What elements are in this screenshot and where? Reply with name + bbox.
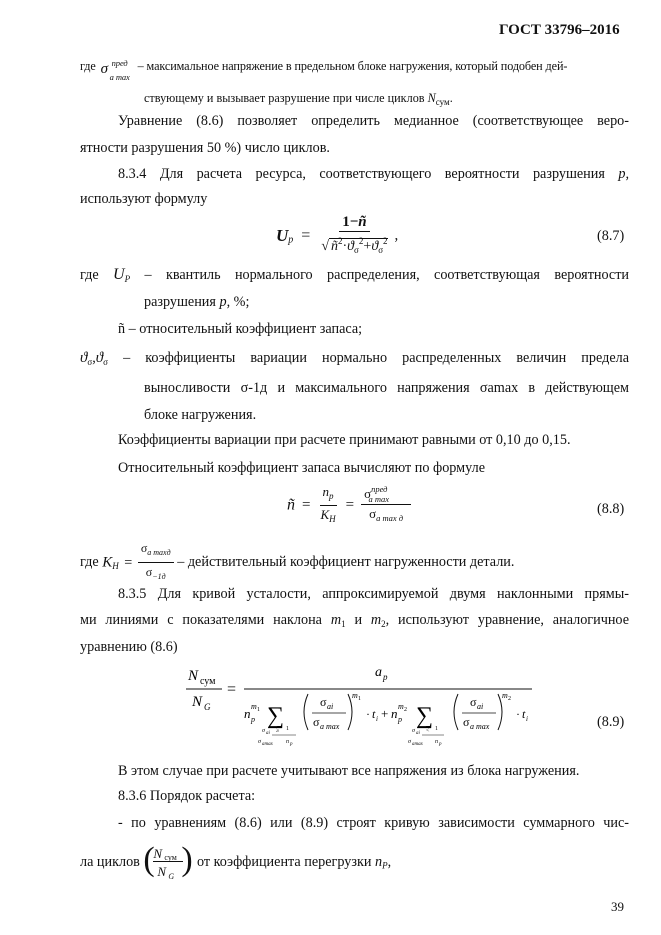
paragraph-8-6-line-1: Уравнение (8.6) позволяет определить медианное (соответствующее веро-: [118, 113, 629, 129]
all-stress-line: В этом случае при расчете учитывают все напряжения из блока нагружения.: [118, 763, 580, 779]
svg-text:amax: amax: [262, 742, 273, 747]
section-8-3-6: 8.3.6 Порядок расчета:: [118, 788, 256, 804]
svg-text:i: i: [526, 715, 528, 723]
svg-text:p: p: [383, 672, 388, 682]
svg-text:m: m: [251, 702, 257, 711]
coefficients-line: Коэффициенты вариации при расчете принимают равными от 0,10 до 0,15.: [118, 432, 571, 448]
equation-8-8: ñ = $\frac{n_p}{K_H}$ = $\frac{\sigma^{пред}_{a max}}{\sigma_{a max д}}$: [287, 484, 411, 527]
svg-text:ai: ai: [266, 731, 270, 736]
kh-definition: где $K_H$ = $\frac{\sigma_{a maxд}}{\sigma_{-1д}}$ – действительный коэффициент нагруженности детали.: [80, 541, 515, 581]
svg-text:ai: ai: [327, 702, 334, 711]
svg-text:p: p: [439, 742, 442, 747]
document-header: ГОСТ 33796–2016: [499, 22, 620, 38]
section-8-3-4-line-2: используют формулу: [80, 191, 208, 207]
svg-text:N: N: [188, 668, 199, 684]
svg-text:t: t: [372, 707, 376, 721]
svg-text:n: n: [391, 706, 398, 721]
svg-text:≥: ≥: [276, 728, 280, 734]
svg-text:p: p: [251, 715, 255, 724]
svg-text:σ: σ: [258, 739, 261, 745]
where-line-1: где σ пред a max – максимальное напряжение в предельном блоке нагружения, который подобен дей-: [80, 58, 568, 83]
svg-text:1: 1: [358, 696, 361, 702]
svg-text:m: m: [352, 691, 358, 700]
page-number: 39: [611, 899, 624, 914]
svg-text:1: 1: [435, 726, 438, 732]
svg-text:a: a: [375, 665, 382, 680]
bullet-1-line-2: ла циклов ( N сум N G ) от коэффициента перегрузки $n_P$,: [80, 841, 392, 881]
svg-text:сум: сум: [200, 676, 216, 687]
svg-text:=: =: [227, 681, 237, 698]
svg-text:σ: σ: [262, 728, 265, 734]
svg-text:σ: σ: [470, 695, 477, 709]
svg-text:n: n: [435, 739, 438, 745]
svg-text:·: ·: [366, 707, 370, 721]
svg-text:1: 1: [286, 726, 289, 732]
equation-8-8-number: (8.8): [597, 501, 625, 517]
svg-text:G: G: [204, 702, 211, 712]
svg-text:ai: ai: [416, 731, 420, 736]
svg-text:p: p: [398, 715, 402, 724]
where-theta-line: $ϑ_\sigma,ϑ_\sigma$ – коэффициенты вариации нормально распределенных величин предела: [80, 350, 630, 367]
svg-text:n: n: [244, 706, 251, 721]
section-8-3-4-line-1: 8.3.4 Для расчета ресурса, соответствующего вероятности разрушения p,: [118, 166, 629, 182]
svg-text:a max: a max: [320, 722, 340, 731]
svg-text:m: m: [502, 691, 508, 700]
svg-text:m: m: [398, 702, 404, 711]
where-up-cont: разрушения p, %;: [144, 294, 250, 310]
svg-text:1: 1: [257, 707, 260, 713]
svg-text:σ: σ: [313, 715, 320, 729]
svg-text:i: i: [376, 715, 378, 723]
svg-text:σ: σ: [408, 739, 411, 745]
svg-text:+: +: [381, 706, 389, 721]
section-8-3-5-line-1: 8.3.5 Для кривой усталости, аппроксимируемой двумя наклонными прямы-: [118, 586, 629, 602]
svg-text:n: n: [286, 739, 289, 745]
where-line-1-cont: ствующему и вызывает разрушение при числе циклов $N_{сум}$.: [144, 91, 453, 107]
equation-8-9: [180, 660, 540, 756]
svg-text:N: N: [192, 694, 203, 710]
where-n-line: ñ – относительный коэффициент запаса;: [118, 321, 363, 337]
svg-text:∑: ∑: [267, 703, 285, 729]
svg-text:ai: ai: [477, 702, 484, 711]
svg-text:σ: σ: [412, 728, 415, 734]
equation-8-7: $U_p$ = $\frac{1-ñ}{√ ñ^2\cdot ϑ_\sigma^2+ϑ_\sigma^2}$ ,: [276, 214, 399, 255]
svg-text:∑: ∑: [416, 703, 434, 729]
svg-text:·: ·: [516, 707, 520, 721]
svg-text:σ: σ: [320, 695, 327, 709]
section-8-3-5-line-3: уравнению (8.6): [80, 639, 178, 655]
svg-text:2: 2: [404, 707, 407, 713]
bullet-1-line-1: - по уравнениям (8.6) или (8.9) строят кривую зависимости суммарного чис-: [118, 815, 629, 831]
where-theta-cont-2: блоке нагружения.: [144, 407, 257, 423]
where-theta-cont-1: выносливости σ-1д и максимального напряжения σamax в действующем: [144, 380, 629, 396]
equation-8-9-number: (8.9): [597, 714, 625, 730]
svg-text:<: <: [426, 728, 430, 734]
relative-coef-line: Относительный коэффициент запаса вычисляют по формуле: [118, 460, 486, 476]
svg-text:amax: amax: [412, 742, 423, 747]
section-8-3-5-line-2: ми линиями с показателями наклона $m_1$ и $m_2$, используют уравнение, аналогичное: [80, 612, 629, 629]
where-up-line: где $U_P$ – квантиль нормального распределения, соответствующая вероятности: [80, 266, 630, 284]
svg-text:2: 2: [508, 696, 511, 702]
svg-text:a max: a max: [470, 722, 490, 731]
svg-text:p: p: [290, 742, 293, 747]
equation-8-7-number: (8.7): [597, 228, 625, 244]
svg-text:t: t: [522, 707, 526, 721]
paragraph-8-6-line-2: ятности разрушения 50 %) число циклов.: [80, 140, 330, 156]
svg-text:σ: σ: [463, 715, 470, 729]
